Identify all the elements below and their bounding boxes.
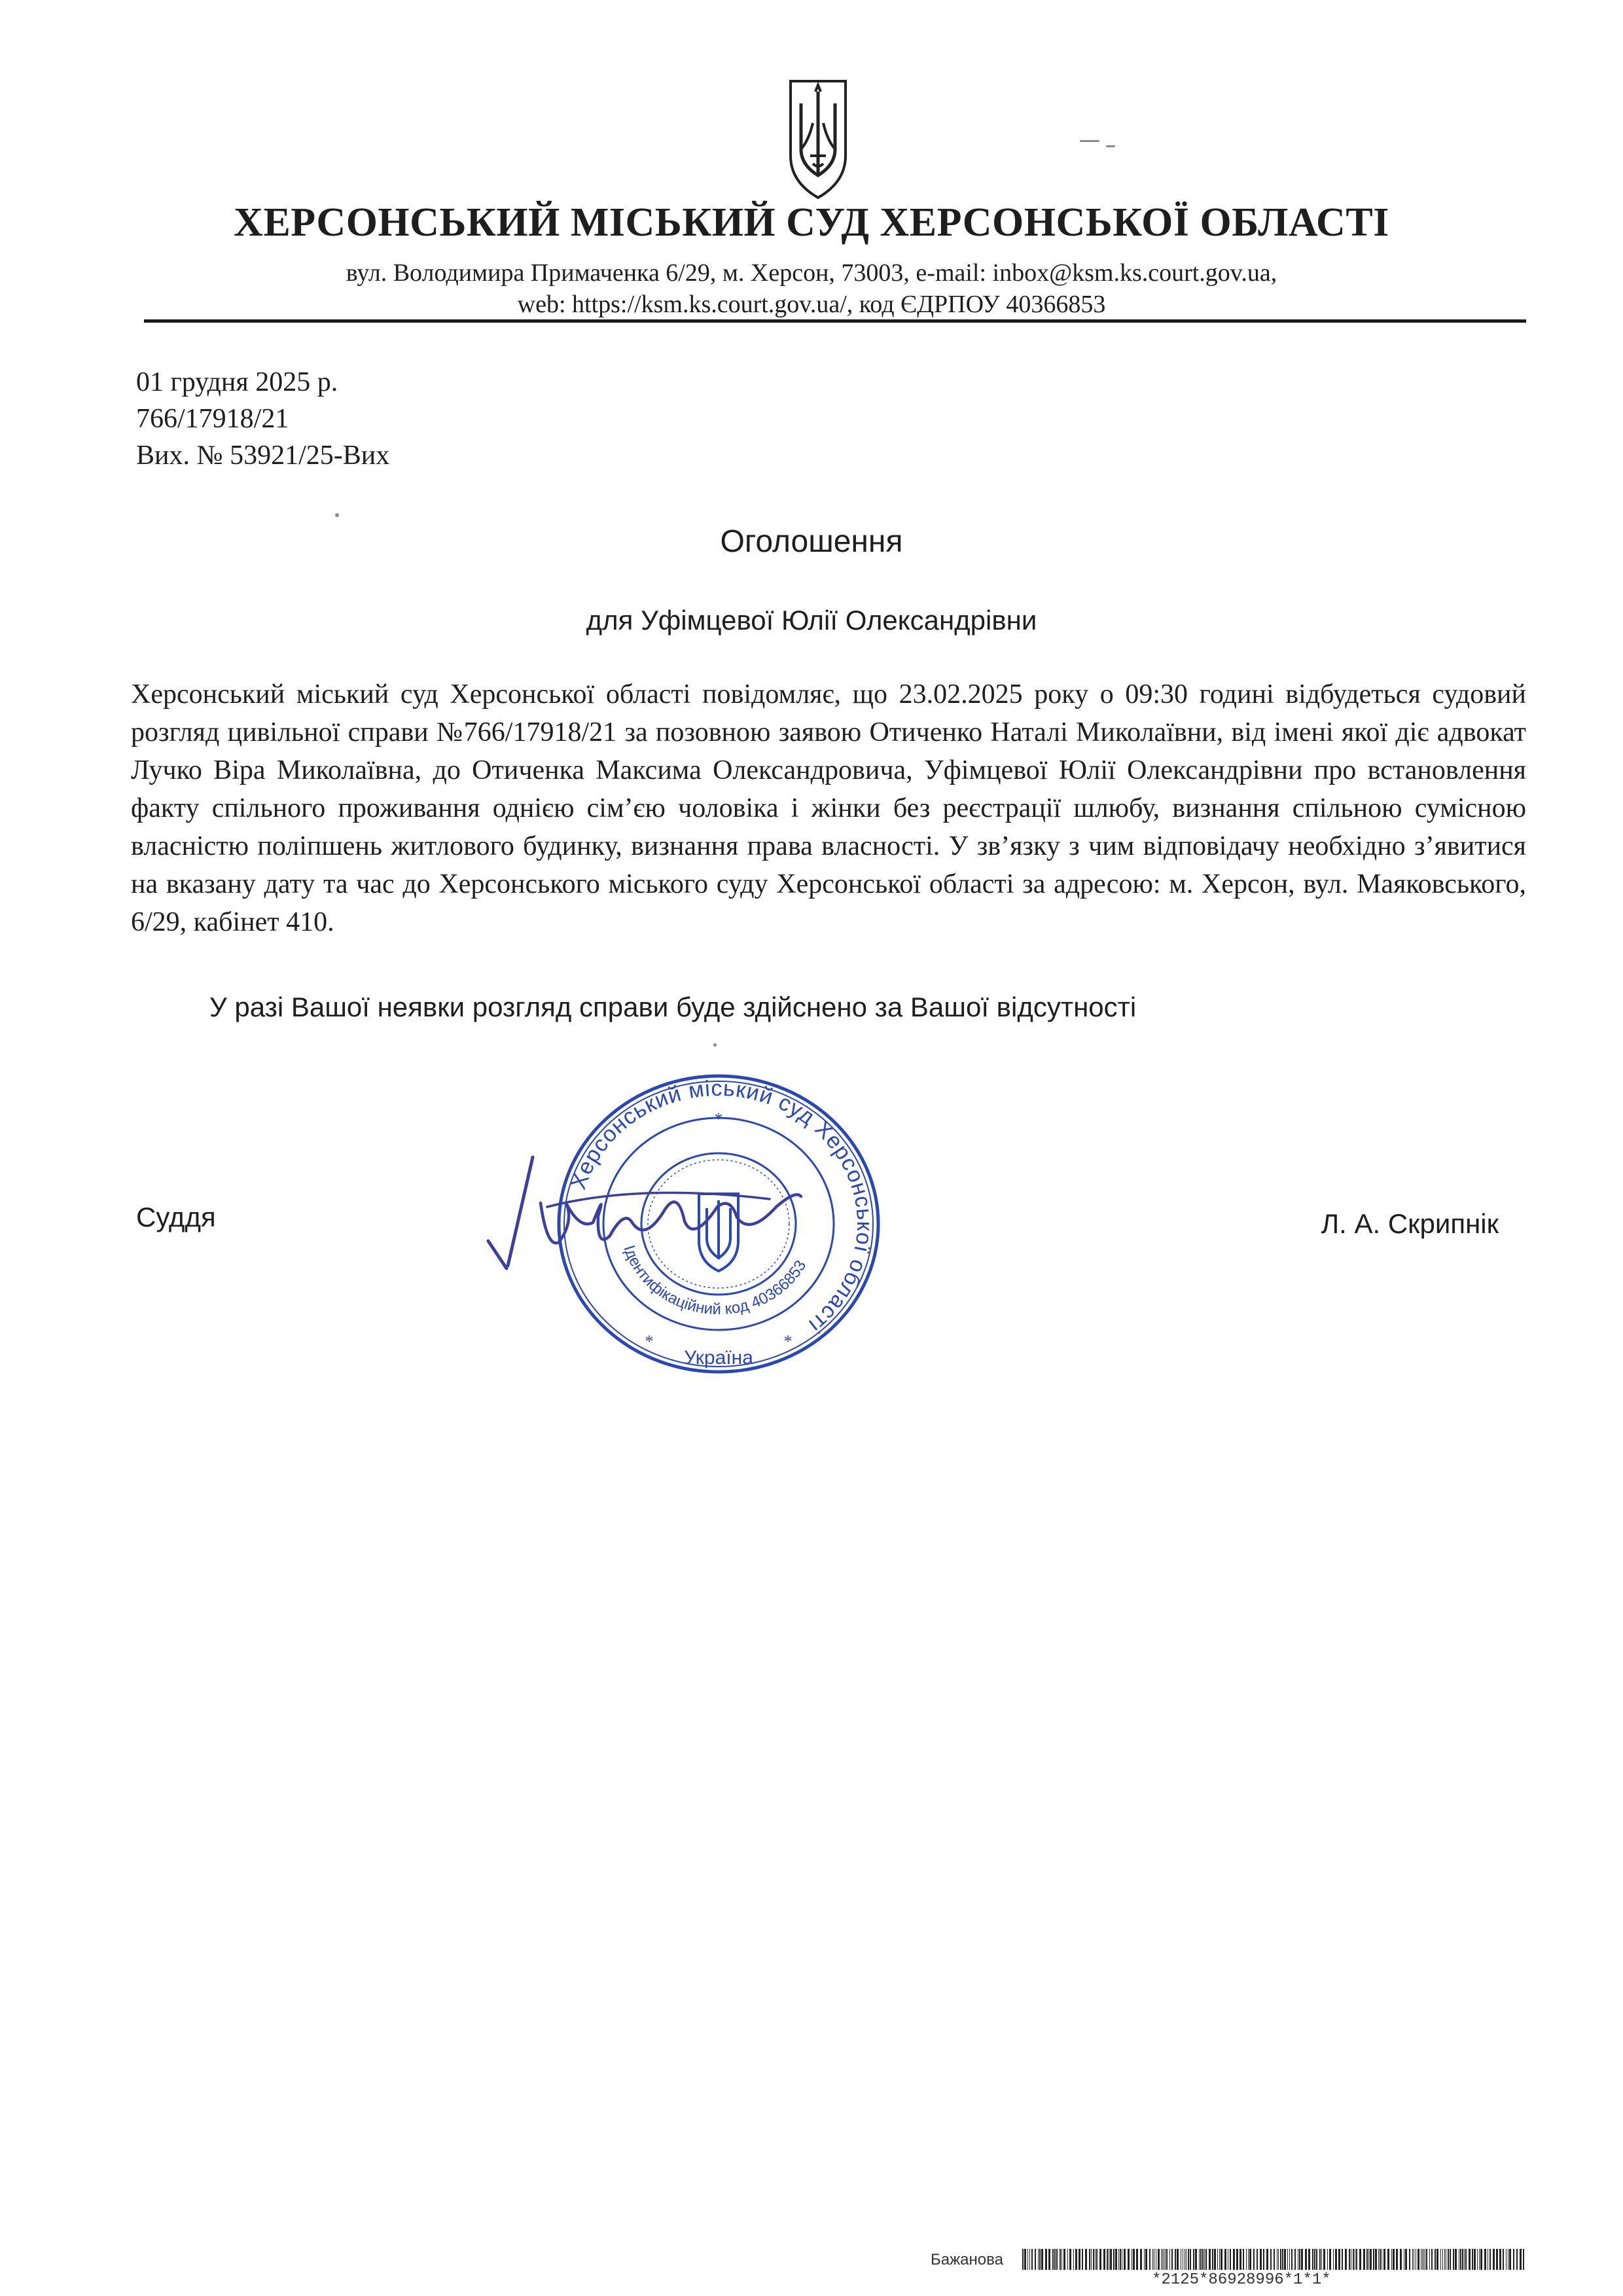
court-address: вул. Володимира Примаченка 6/29, м. Херсон, 73003, e-mail: inbox@ksm.ks.court.gov.ua, [346,259,1277,287]
barcode-bar [1263,2249,1264,2270]
barcode-bar [1359,2249,1361,2270]
barcode-bar [1054,2249,1056,2270]
barcode-bar [1442,2249,1443,2270]
barcode-bar [1027,2249,1028,2270]
barcode-bar [1289,2249,1290,2270]
barcode-bar [1113,2249,1115,2270]
barcode-bar [1393,2249,1395,2270]
barcode-bar [1195,2249,1197,2270]
barcode-bar [1063,2249,1065,2270]
barcode-bar [1342,2249,1343,2270]
svg-text:*: * [783,1332,793,1351]
barcode-bar [1484,2249,1486,2270]
barcode-bar [1465,2249,1467,2270]
svg-text:*: * [645,1332,654,1351]
barcode-bar [1396,2249,1398,2270]
barcode-bar [1499,2249,1501,2270]
barcode-bar [1075,2249,1077,2270]
case-number: 766/17918/21 [136,404,289,434]
barcode-bar [1496,2249,1498,2270]
barcode-bar [1472,2249,1473,2270]
barcode-bar [1366,2249,1368,2270]
court-web: web: https://ksm.ks.court.gov.ua/, код ЄДРПОУ 40366853 [517,291,1106,318]
barcode-bar [1091,2249,1092,2270]
barcode-bar [1329,2249,1331,2270]
scan-speck [1106,145,1115,147]
barcode-bar [1450,2249,1451,2270]
header-divider [144,319,1526,323]
barcode-bar [1219,2249,1220,2270]
seal-country-text: Україна [684,1347,753,1369]
barcode-bar [1202,2249,1204,2270]
barcode-bar [1165,2249,1166,2270]
barcode-bar [1422,2249,1423,2270]
barcode-bar [1166,2249,1168,2270]
signatory-role: Суддя [136,1202,216,1232]
barcode-bar [1204,2249,1205,2270]
barcode-bar [1453,2249,1454,2270]
barcode-bar [1405,2249,1407,2270]
barcode-bar [1161,2249,1162,2270]
barcode-bar [1368,2249,1369,2270]
seal-inner-text: Ідентифікаційний код 40366853 [620,1243,810,1319]
barcode-bar [1217,2249,1218,2270]
barcode-bar [1345,2249,1347,2270]
barcode-bar [1095,2249,1096,2270]
barcode-bar [1089,2249,1090,2270]
barcode-bar [1314,2249,1315,2270]
barcode-bar [1373,2249,1374,2270]
barcode-bar [1278,2249,1279,2270]
barcode-bar [1240,2249,1241,2270]
barcode-bar [1387,2249,1389,2270]
barcode-bar [1431,2249,1433,2270]
barcode-bar [1124,2249,1126,2270]
barcode-bar [1335,2249,1337,2270]
barcode-bar [1460,2249,1461,2270]
barcode-bar [1464,2249,1465,2270]
barcode-bar [1221,2249,1222,2270]
document-title: Оголошення [720,524,903,559]
barcode-bar [1333,2249,1334,2270]
barcode-bar [1282,2249,1283,2270]
barcode-bar [1378,2249,1379,2270]
barcode-bar [1462,2249,1463,2270]
barcode-bar [1391,2249,1392,2270]
barcode-bar [1412,2249,1413,2270]
barcode-bar [1370,2249,1372,2270]
barcode-bar [1060,2249,1061,2270]
scan-speck [1080,140,1099,142]
barcode-bar [1175,2249,1176,2270]
barcode-bar [1423,2249,1424,2270]
barcode-bar [1305,2249,1307,2270]
barcode-bar [1260,2249,1262,2270]
barcode-bar [1140,2249,1142,2270]
barcode-bar [1073,2249,1074,2270]
barcode-bar [1243,2249,1244,2270]
barcode-bar [1209,2249,1211,2270]
barcode-bar [1448,2249,1449,2270]
barcode-bar [1096,2249,1097,2270]
barcode-bar [1052,2249,1054,2270]
barcode-bar [1200,2249,1202,2270]
barcode-bar [1169,2249,1170,2270]
barcode-bar [1103,2249,1105,2270]
barcode-bar [1085,2249,1087,2270]
barcode-bar [1319,2249,1321,2270]
barcode-bar [1171,2249,1173,2270]
barcode-bar [1274,2249,1275,2270]
barcode-bar [1158,2249,1160,2270]
barcode-bar [1353,2249,1354,2270]
barcode-bar [1436,2249,1438,2270]
barcode-bar [1193,2249,1194,2270]
barcode-bar [1118,2249,1119,2270]
barcode-bar [1190,2249,1191,2270]
trident-emblem-icon [787,77,849,202]
barcode-bar [1426,2249,1427,2270]
barcode-bar [1230,2249,1231,2270]
barcode-bar [1115,2249,1117,2270]
barcode-bar [1069,2249,1071,2270]
barcode-bar [1409,2249,1410,2270]
barcode-bar [1149,2249,1150,2270]
barcode-bar [1144,2249,1145,2270]
barcode-bar [1280,2249,1281,2270]
barcode-bar [1375,2249,1377,2270]
barcode-bar [1380,2249,1381,2270]
barcode-bar [1520,2249,1522,2270]
barcode-bar [1188,2249,1189,2270]
barcode-bar [1212,2249,1213,2270]
seal-outer-text: Херсонський міський суд Херсонської області [565,1075,878,1338]
barcode-bar [1133,2249,1135,2270]
barcode-bar [1429,2249,1430,2270]
barcode-bar [1120,2249,1121,2270]
barcode-bar [1039,2249,1041,2270]
barcode-bar [1257,2249,1258,2270]
barcode-bar [1338,2249,1340,2270]
operator-name: Бажанова [931,2251,1003,2269]
barcode-bar [1038,2249,1039,2270]
barcode-bar [1266,2249,1268,2270]
barcode-bar [1056,2249,1058,2270]
barcode-text: *2125*86928996*1*1* [1152,2271,1331,2289]
barcode-bar [1479,2249,1480,2270]
announcement-paragraph: Херсонський міський суд Херсонської області повідомляє, що 23.02.2025 року о 09:30 годині відбудеться судовий розгляд цивільної справи №766/17918/21 за позовною заявою Отиченко Наталі Миколаївни, від імені якої діє адвокат Лучко Віра Миколаївна, до Отиченка Максима Олександровича, Уфімцевої Юлії Олександрівни про встановлення факту спільного проживання однією сім’єю чоловіка і жінки без реєстрації шлюбу, визнання спільною сумісною власністю поліпшень житлового будинку, визнання права власності. У зв’язку з чим відповідачу необхідно з’явитися на вказану дату та час до Херсонського міського суду Херсонської області за адресою: м. Херсон, вул. Маяковського, 6/29, кабінет 410. [131,679,1526,937]
barcode-bar [1024,2249,1026,2270]
absence-notice: У разі Вашої неявки розгляд справи буде здійснено за Вашої відсутності [209,992,1137,1022]
barcode-bar [1327,2249,1328,2270]
barcode-bar [1316,2249,1317,2270]
barcode-bar [1162,2249,1163,2270]
barcode-bar [1099,2249,1101,2270]
document-date: 01 грудня 2025 р. [136,367,338,397]
barcode-bar [1205,2249,1207,2270]
barcode-bar [1323,2249,1325,2270]
barcode-bar [1082,2249,1083,2270]
barcode-bar [1503,2249,1504,2270]
barcode-bar [1045,2249,1047,2270]
court-name: ХЕРСОНСЬКИЙ МІСЬКИЙ СУД ХЕРСОНСЬКОЇ ОБЛАСТІ [234,200,1389,245]
barcode-bar [1400,2249,1402,2270]
barcode-bar [1513,2249,1514,2270]
scan-speck [335,513,339,517]
barcode-bar [1031,2249,1033,2270]
barcode-bar [1061,2249,1062,2270]
scan-speck [713,1043,717,1047]
barcode-bar [1509,2249,1511,2270]
barcode-bar [1308,2249,1310,2270]
barcode-bar [1246,2249,1247,2270]
barcode-bar [1236,2249,1238,2270]
barcode-bar [1041,2249,1043,2270]
barcode-bar [1383,2249,1385,2270]
judge-name: Л. А. Скрипнік [1321,1208,1499,1239]
barcode-bar [1469,2249,1471,2270]
barcode-bar [1287,2249,1288,2270]
barcode-bar [1177,2249,1179,2270]
barcode-bar [1506,2249,1507,2270]
barcode-bar [1249,2249,1251,2270]
barcode-bar [1356,2249,1357,2270]
barcode-bar [1444,2249,1445,2270]
barcode-bar [1128,2249,1130,2270]
barcode-bar [1418,2249,1419,2270]
barcode-bar [1270,2249,1272,2270]
barcode-bar [1152,2249,1153,2270]
barcode-bar [1136,2249,1138,2270]
barcode-bar [1079,2249,1080,2270]
barcode-bar [1029,2249,1030,2270]
barcode-bar [1253,2249,1255,2270]
barcode-bar [1022,2249,1024,2270]
barcode-bar [1477,2249,1478,2270]
barcode-bar [1301,2249,1303,2270]
judge-signature [469,1144,809,1275]
barcode-bar [1145,2249,1147,2270]
barcode-bar [1312,2249,1313,2270]
barcode-bar [1224,2249,1226,2270]
barcode-bar [1523,2249,1524,2270]
barcode-bar [1110,2249,1112,2270]
barcode-bar [1067,2249,1068,2270]
barcode-bar [1321,2249,1322,2270]
barcode-bar [1093,2249,1094,2270]
barcode-bar [1455,2249,1457,2270]
barcode-bar [1035,2249,1036,2270]
barcode-bar [1363,2249,1365,2270]
barcode-bar [1199,2249,1200,2270]
barcode-bar [1489,2249,1491,2270]
barcode-bar [1516,2249,1518,2270]
barcode [1022,2249,1526,2270]
barcode-bar [1291,2249,1293,2270]
barcode-bar [1284,2249,1286,2270]
barcode-bar [1294,2249,1296,2270]
barcode-bar [1233,2249,1235,2270]
barcode-bar [1474,2249,1476,2270]
svg-text:*: * [714,1109,723,1128]
barcode-bar [1214,2249,1216,2270]
barcode-bar [1349,2249,1350,2270]
barcode-bar [1107,2249,1108,2270]
outgoing-number: Вих. № 53921/25-Вих [136,440,390,471]
barcode-bar [1048,2249,1050,2270]
barcode-bar [1299,2249,1300,2270]
addressee: для Уфімцевої Юлії Олександрівни [586,605,1037,636]
barcode-bar [1435,2249,1436,2270]
barcode-bar [1248,2249,1249,2270]
barcode-bar [1480,2249,1482,2270]
barcode-bar [1493,2249,1495,2270]
barcode-bar [1440,2249,1441,2270]
